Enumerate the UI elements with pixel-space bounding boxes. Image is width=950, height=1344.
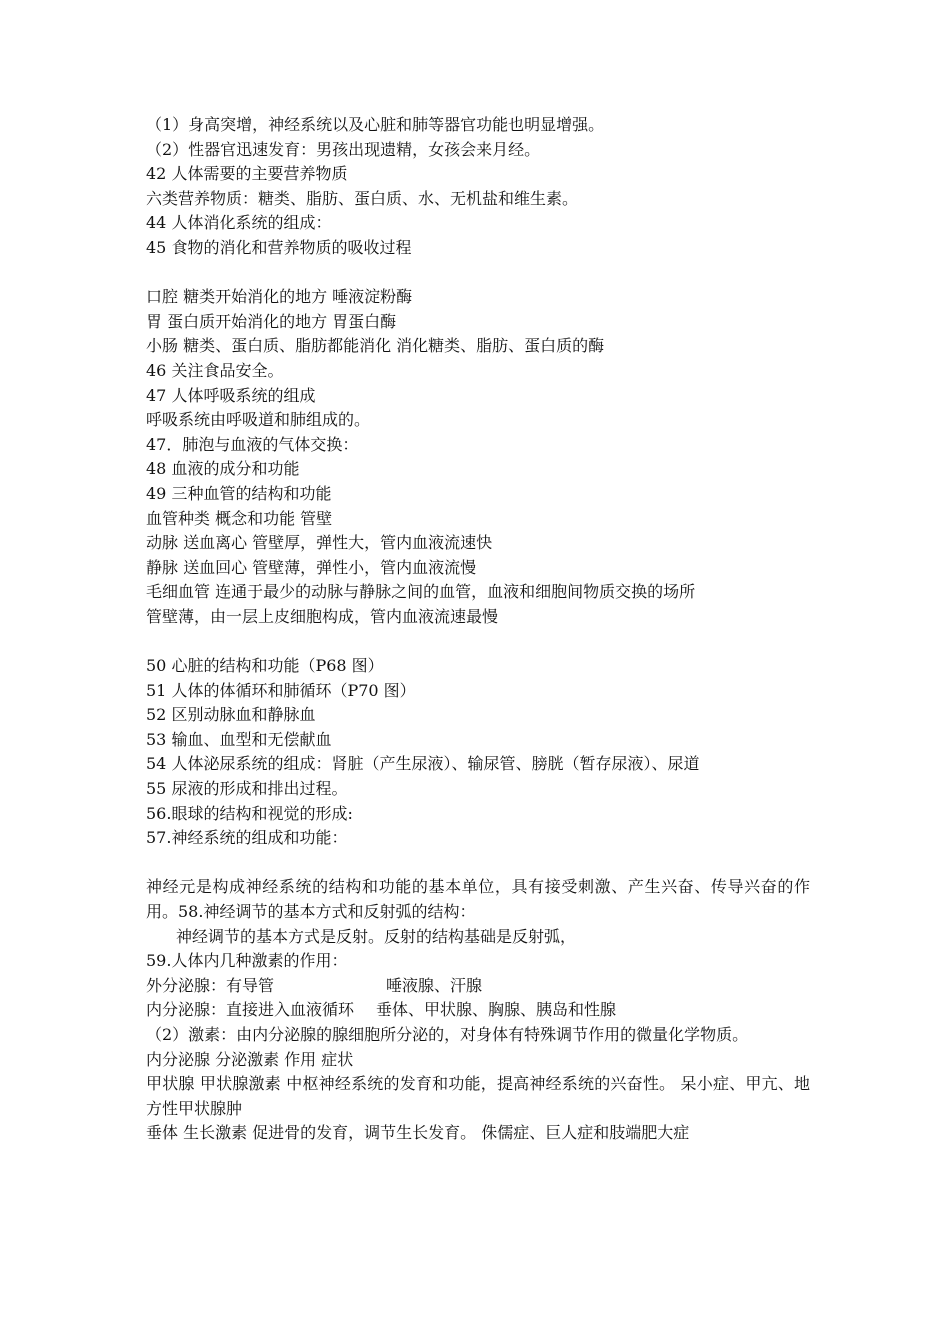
text-paragraph: 甲状腺 甲状腺激素 中枢神经系统的发育和功能，提高神经系统的兴奋性。 呆小症、甲亢、地方性甲状腺肿 <box>146 1074 810 1118</box>
text-paragraph: （2）激素：由内分泌腺的腺细胞所分泌的，对身体有特殊调节作用的微量化学物质。 <box>146 1024 749 1044</box>
heading-line: 45 食物的消化和营养物质的吸收过程 <box>146 237 412 257</box>
text-line: （2）性器官迅速发育：男孩出现遗精，女孩会来月经。 <box>146 139 541 159</box>
gland-examples: 垂体、甲状腺、胸腺、胰岛和性腺 <box>376 1000 617 1020</box>
text-line-two-column <box>146 998 810 1023</box>
heading-line: 42 人体需要的主要营养物质 <box>146 164 348 184</box>
heading-line: 50 心脏的结构和功能（P68 图） <box>146 656 384 676</box>
text-line: 动脉 送血离心 管壁厚，弹性大，管内血液流速快 <box>146 533 493 553</box>
text-line: 神经调节的基本方式是反射。反射的结构基础是反射弧， <box>176 926 577 946</box>
text-line: 静脉 送血回心 管壁薄，弹性小，管内血液流慢 <box>146 557 477 577</box>
heading-line: 51 人体的体循环和肺循环（P70 图） <box>146 680 416 700</box>
text-line: 内分泌腺 分泌激素 作用 症状 <box>146 1049 354 1069</box>
text-paragraph: 神经元是构成神经系统的结构和功能的基本单位，具有接受刺激、产生兴奋、传导兴奋的作用。58.神经调节的基本方式和反射弧的结构： <box>146 877 810 921</box>
heading-line: 47．肺泡与血液的气体交换： <box>146 434 359 454</box>
blank-line <box>146 629 810 654</box>
text-line: 六类营养物质：糖类、脂肪、蛋白质、水、无机盐和维生素。 <box>146 188 579 208</box>
text-line: （1）身高突增，神经系统以及心脏和肺等器官功能也明显增强。 <box>146 115 605 134</box>
gland-examples: 唾液腺、汗腺 <box>386 975 483 995</box>
text-line: 小肠 糖类、蛋白质、脂肪都能消化 消化糖类、脂肪、蛋白质的酶 <box>146 336 605 356</box>
text-line: 毛细血管 连通于最少的动脉与静脉之间的血管，血液和细胞间物质交换的场所 <box>146 582 696 602</box>
gland-type-label: 外分泌腺：有导管 <box>146 975 275 995</box>
document-body <box>146 113 810 1146</box>
gland-type-label: 内分泌腺：直接进入血液循环 <box>146 1000 355 1020</box>
heading-line: 56.眼球的结构和视觉的形成: <box>146 803 353 823</box>
heading-line: 52 区别动脉血和静脉血 <box>146 705 316 725</box>
heading-line: 59.人体内几种激素的作用： <box>146 951 348 971</box>
text-paragraph: 54 人体泌尿系统的组成：肾脏（产生尿液）、输尿管、膀胱（暂存尿液）、尿道 <box>146 754 700 774</box>
blank-line <box>146 851 810 876</box>
text-line: 管壁薄，由一层上皮细胞构成，管内血液流速最慢 <box>146 606 499 626</box>
text-line: 血管种类 概念和功能 管壁 <box>146 508 333 528</box>
heading-line: 53 输血、血型和无偿献血 <box>146 729 332 749</box>
text-line: 胃 蛋白质开始消化的地方 胃蛋白酶 <box>146 311 397 331</box>
text-line-two-column <box>146 974 810 999</box>
text-line: 垂体 生长激素 促进骨的发育，调节生长发育。 侏儒症、巨人症和肢端肥大症 <box>146 1123 690 1143</box>
heading-line: 46 关注食品安全。 <box>146 360 284 380</box>
blank-line <box>146 261 810 286</box>
heading-line: 47 人体呼吸系统的组成 <box>146 385 316 405</box>
heading-line: 57.神经系统的组成和功能： <box>146 828 348 848</box>
heading-line: 48 血液的成分和功能 <box>146 459 300 479</box>
heading-line: 55 尿液的形成和排出过程。 <box>146 779 348 799</box>
heading-line: 49 三种血管的结构和功能 <box>146 483 332 503</box>
text-line: 呼吸系统由呼吸道和肺组成的。 <box>146 410 371 430</box>
heading-line: 44 人体消化系统的组成： <box>146 213 332 233</box>
text-line: 口腔 糖类开始消化的地方 唾液淀粉酶 <box>146 287 413 307</box>
